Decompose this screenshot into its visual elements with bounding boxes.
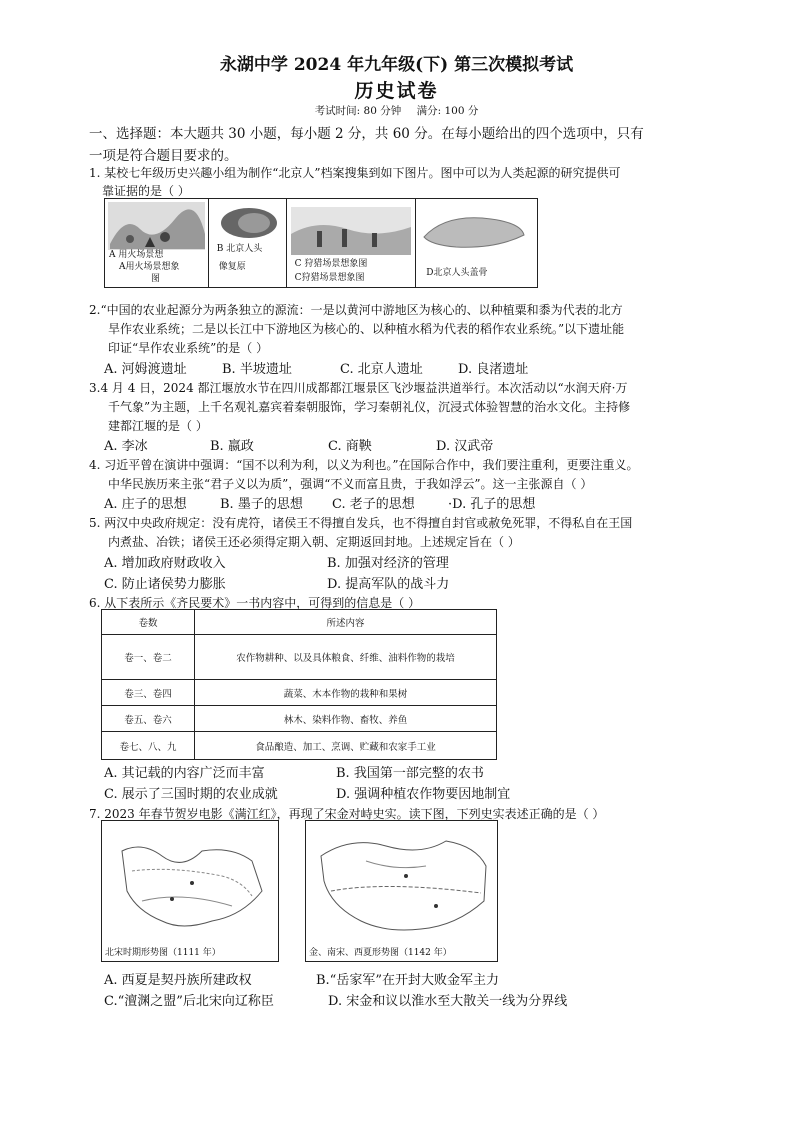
q7-map-jin-southern-song <box>305 820 498 962</box>
q6-option-c: C. 展示了三国时期的农业成就 <box>104 787 278 802</box>
exam-time: 考试时间: 80 分钟 <box>314 105 402 117</box>
q5-stem-line1: 5. 两汉中央政府规定：没有虎符，诸侯王不得擅自发兵，也不得擅自封官或赦免死罪，不得私自在王国 <box>89 516 633 530</box>
q6-option-d: D. 强调种植农作物要因地制宜 <box>336 787 511 802</box>
q2-option-c: C. 北京人遗址 <box>340 362 423 377</box>
q7-options-row1 <box>104 969 499 988</box>
table-cell: 卷三、卷四 <box>102 680 195 706</box>
q1-picture-strip <box>104 198 538 288</box>
q5-options-row1 <box>104 552 449 571</box>
q4-option-a: A. 庄子的思想 <box>104 497 187 512</box>
q7-map-northern-song <box>101 820 279 962</box>
q6-stem: 6. 从下表所示《齐民要术》一书内容中，可得到的信息是（ ） <box>89 596 421 610</box>
head-restoration-illustration <box>209 199 286 287</box>
table-cell: 卷一、卷二 <box>102 635 195 680</box>
table-header-cell: 所述内容 <box>195 610 497 635</box>
section-heading-line1: 一、选择题：本大题共 30 小题，每小题 2 分，共 60 分。在每小题给出的四个选项中，只有 <box>89 126 644 142</box>
q3-stem-line1: 3.4 月 4 日，2024 都江堰放水节在四川成都都江堰景区飞沙堰益洪道举行。本次活动以“水润天府·万 <box>89 381 628 395</box>
q4-option-b: B. 墨子的思想 <box>220 497 303 512</box>
q4-option-c: C. 老子的思想 <box>332 497 415 512</box>
q1-pic-a-caption3: 图 <box>151 274 161 284</box>
q4-stem-line2: 中华民族历来主张“君子义以为质”，强调“不义而富且贵，于我如浮云”。这一主张源自（ ） <box>108 477 593 491</box>
q1-pic-a <box>105 199 209 287</box>
q2-stem-line3: 印证“旱作农业系统”的是（ ） <box>108 341 269 355</box>
q5-stem-line2: 内煮盐、冶铁；诸侯王还必须得定期入朝、定期返回封地。上述规定旨在（ ） <box>108 535 520 549</box>
q7-option-c: C.“澶渊之盟”后北宋向辽称臣 <box>104 994 274 1009</box>
q4-stem-line1: 4. 习近平曾在演讲中强调：“国不以利为利，以义为利也。”在国际合作中，我们要注重利，更要注重义。 <box>89 458 639 472</box>
table-row <box>102 680 497 706</box>
table-row <box>102 732 497 760</box>
q5-option-d: D. 提高军队的战斗力 <box>327 577 450 592</box>
table-cell: 卷七、八、九 <box>102 732 195 760</box>
q5-option-c: C. 防止诸侯势力膨胀 <box>104 577 226 592</box>
table-cell: 农作物耕种、以及具体粮食、纤维、油料作物的栽培 <box>195 635 497 680</box>
q1-pic-a-caption1: A 用火场景想 <box>109 250 164 260</box>
q3-options <box>104 435 493 454</box>
q4-option-d: ·D. 孔子的思想 <box>448 497 536 512</box>
map-gap <box>279 820 305 962</box>
q7-map2-caption: 金、南宋、西夏形势图（1142 年） <box>308 948 452 958</box>
table-cell: 卷五、卷六 <box>102 706 195 732</box>
q1-pic-c <box>287 199 417 287</box>
q1-pic-b-caption2: 像复原 <box>218 262 246 272</box>
q5-options-row2 <box>104 573 449 592</box>
q6-option-b: B. 我国第一部完整的农书 <box>336 766 484 781</box>
q3-option-b: B. 嬴政 <box>210 439 254 454</box>
q3-option-a: A. 李冰 <box>104 439 148 454</box>
q1-pic-c-caption2: C狩猎场景想象图 <box>294 273 365 283</box>
q1-pic-b <box>209 199 287 287</box>
exam-title: 永湖中学 2024 年九年级(下) 第三次模拟考试 <box>219 55 574 75</box>
table-row <box>102 635 497 680</box>
q3-stem-line2: 千气象”为主题，上千名观礼嘉宾着秦朝服饰，学习秦朝礼仪，沉浸式体验智慧的治水文化。主持修 <box>108 400 631 414</box>
q6-table <box>101 609 497 760</box>
q7-maps <box>101 820 498 962</box>
q3-option-c: C. 商鞅 <box>328 439 372 454</box>
q2-stem-line1: 2.“中国的农业起源分为两条独立的源流：一是以黄河中游地区为核心的、以种植粟和黍为代表的北方 <box>89 303 623 317</box>
q4-options <box>104 493 535 512</box>
q7-option-a: A. 西夏是契丹族所建政权 <box>104 973 252 988</box>
q1-pic-d-caption: D北京人头盖骨 <box>426 268 488 278</box>
q1-pic-a-caption2: A用火场景想象 <box>119 262 180 272</box>
q1-pic-c-caption1: C 狩猎场景想象图 <box>294 259 368 269</box>
northern-song-map-drawing <box>102 821 279 961</box>
q7-stem: 7. 2023 年春节贺岁电影《满江红》，再现了宋金对峙史实。读下图，下列史实表述正确的是（ ） <box>89 807 605 821</box>
q1-pic-d <box>416 199 537 287</box>
jin-song-xixia-map-drawing <box>306 821 498 961</box>
q5-option-b: B. 加强对经济的管理 <box>327 556 449 571</box>
q5-option-a: A. 增加政府财政收入 <box>104 556 226 571</box>
q7-options-row2 <box>104 990 567 1009</box>
q7-map1-caption: 北宋时期形势图（1111 年） <box>105 948 221 958</box>
q1-pic-b-caption1: B 北京人头 <box>216 244 263 254</box>
q2-option-b: B. 半坡遗址 <box>222 362 292 377</box>
q2-option-a: A. 河姆渡遗址 <box>104 362 187 377</box>
table-row <box>102 706 497 732</box>
q2-options <box>104 358 528 377</box>
table-cell: 食品酿造、加工、烹调、贮藏和农家手工业 <box>195 732 497 760</box>
q3-option-d: D. 汉武帝 <box>436 439 494 454</box>
section-heading-line2: 一项是符合题目要求的。 <box>89 148 238 164</box>
q3-stem-line3: 建都江堰的是（ ） <box>108 419 208 433</box>
table-header-cell: 卷数 <box>102 610 195 635</box>
q6-options-row1 <box>104 762 484 781</box>
exam-score: 满分: 100 分 <box>416 105 479 117</box>
exam-meta <box>0 103 793 118</box>
q1-stem-line2: 靠证据的是（ ） <box>102 184 190 198</box>
q2-option-d: D. 良渚遗址 <box>458 362 529 377</box>
table-header-row <box>102 610 497 635</box>
q6-options-row2 <box>104 783 510 802</box>
q7-option-d: D. 宋金和议以淮水至大散关一线为分界线 <box>328 994 568 1009</box>
q1-stem-line1: 1. 某校七年级历史兴趣小组为制作“北京人”档案搜集到如下图片。图中可以为人类起源的研究提供可 <box>89 166 621 180</box>
q7-option-b: B.“岳家军”在开封大败金军主力 <box>316 973 499 988</box>
q2-stem-line2: 旱作农业系统；二是以长江中下游地区为核心的、以种植水稻为代表的稻作农业系统。”以下遗址能 <box>108 322 625 336</box>
exam-subject: 历史试卷 <box>354 80 439 102</box>
table-cell: 林木、染料作物、畜牧、养鱼 <box>195 706 497 732</box>
q6-option-a: A. 其记载的内容广泛而丰富 <box>104 766 265 781</box>
table-cell: 蔬菜、木本作物的栽种和果树 <box>195 680 497 706</box>
